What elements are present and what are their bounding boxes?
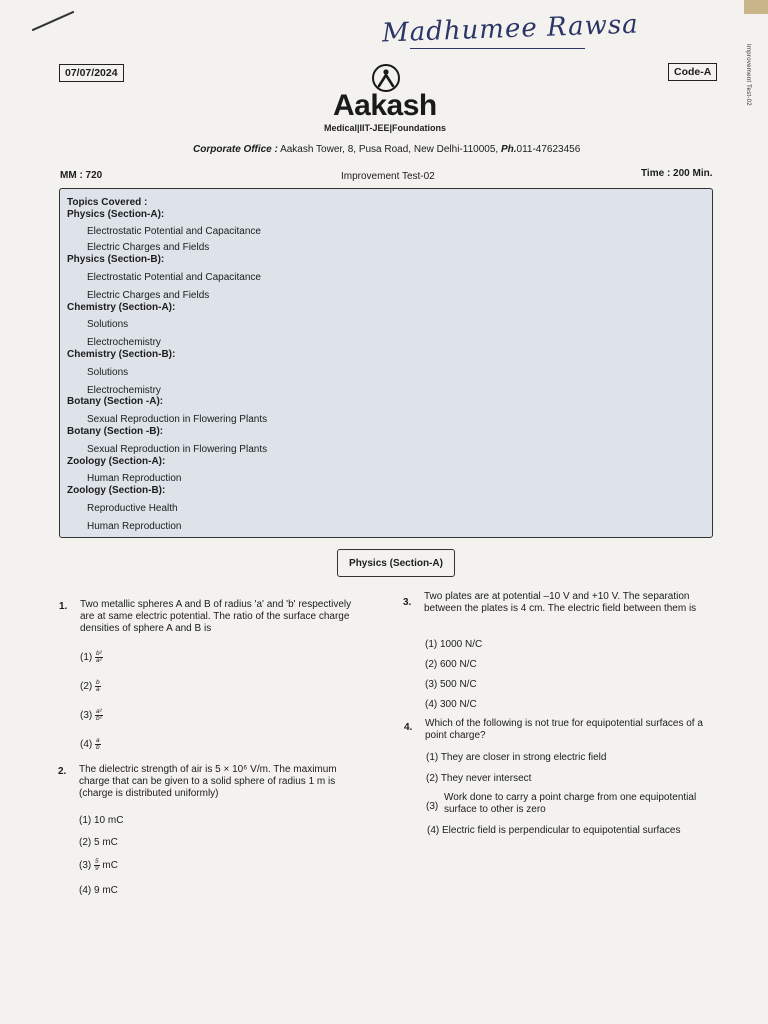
topic-item: Electrochemistry <box>87 337 161 349</box>
topic-section: Zoology (Section-B): <box>67 485 166 497</box>
question-number: 2. <box>58 766 67 777</box>
denominator: b <box>96 744 100 751</box>
pen-mark <box>32 11 75 32</box>
option-label: (3) <box>80 710 93 722</box>
option-label: (2) <box>80 681 93 693</box>
time-limit: Time : 200 Min. <box>641 168 713 179</box>
option-label: (4) <box>80 739 93 751</box>
topic-item: Sexual Reproduction in Flowering Plants <box>87 414 268 426</box>
topic-item: Electrostatic Potential and Capacitance <box>87 225 261 237</box>
option-label: (1) <box>80 652 93 664</box>
topic-group-botany-a <box>67 396 705 426</box>
option: (4) 300 N/C <box>425 699 477 710</box>
option <box>80 738 101 751</box>
option-text: Work done to carry a point charge from one equipotential surface to other is zero <box>444 792 697 815</box>
corporate-office-line <box>193 144 580 155</box>
question-number: 4. <box>404 722 413 733</box>
topics-box <box>59 188 713 538</box>
topic-section: Zoology (Section-A): <box>67 455 166 467</box>
question-text: Which of the following is not true for equipotential surfaces of a point charge? <box>425 718 703 741</box>
topic-item: Solutions <box>87 366 129 378</box>
fraction <box>95 651 103 664</box>
option: (3) 500 N/C <box>425 679 477 690</box>
topic-group-physics-a <box>67 209 705 254</box>
topic-item: Human Reproduction <box>87 520 182 532</box>
topic-section: Chemistry (Section-B): <box>67 348 176 360</box>
question-number: 3. <box>403 597 412 608</box>
test-name: Improvement Test-02 <box>341 171 435 182</box>
topic-section: Chemistry (Section-A): <box>67 301 176 313</box>
fraction <box>95 680 101 693</box>
numerator: b² <box>96 650 102 657</box>
option: (4) Electric field is perpendicular to equipotential surfaces <box>427 825 681 836</box>
option: (2) 5 mC <box>79 837 118 848</box>
topic-section: Botany (Section -B): <box>67 425 164 437</box>
option: (1) 1000 N/C <box>425 639 483 650</box>
topic-item: Reproductive Health <box>87 502 178 514</box>
option <box>426 792 712 816</box>
denominator: a² <box>96 657 102 664</box>
section-title: Physics (Section-A) <box>337 549 455 577</box>
topic-group-zoology-b <box>67 485 705 532</box>
topic-item: Human Reproduction <box>87 473 182 485</box>
numerator: 5 <box>95 858 99 865</box>
option: (2) 600 N/C <box>425 659 477 670</box>
signature-underline <box>410 48 585 49</box>
topic-item: Electrochemistry <box>87 384 161 396</box>
denominator: 9 <box>95 865 99 872</box>
option-label: (3) <box>79 860 92 872</box>
topic-section: Physics (Section-B): <box>67 254 165 266</box>
topics-heading: Topics Covered : <box>67 197 148 208</box>
numerator: a² <box>96 708 102 715</box>
topic-item: Electrostatic Potential and Capacitance <box>87 271 261 283</box>
brand-tagline: Medical|IIT-JEE|Foundations <box>324 123 447 133</box>
option-label: (3) <box>426 801 439 812</box>
handwritten-signature: Madhumee Rawsa <box>381 9 640 49</box>
denominator: b² <box>96 715 102 722</box>
topic-item: Sexual Reproduction in Flowering Plants <box>87 443 268 455</box>
fraction <box>95 738 101 751</box>
option <box>80 680 101 693</box>
phone-label: Ph. <box>500 144 517 155</box>
edge-scrap <box>744 0 768 14</box>
question-text: Two metallic spheres A and B of radius 'a' and 'b' respectively are at same electric potential. The ratio of the surface charge densities of sphere A and B is <box>80 599 352 634</box>
topic-group-chemistry-a <box>67 302 705 349</box>
option: (1) 10 mC <box>79 815 124 826</box>
topic-section: Botany (Section -A): <box>67 396 164 408</box>
question-text: The dielectric strength of air is 5 × 10⁶ V/m. The maximum charge that can be given to a solid sphere of radius 1 m is (charge is distributed uniformly) <box>79 764 337 799</box>
numerator: b <box>96 679 100 686</box>
office-address: Aakash Tower, 8, Pusa Road, New Delhi-110005, <box>280 144 499 155</box>
code-box: Code-A <box>668 63 717 81</box>
question-text: Two plates are at potential –10 V and +10 V. The separation between the plates is 4 cm. The electric field between them is <box>424 591 697 614</box>
topic-item: Solutions <box>87 319 129 331</box>
option <box>80 709 103 722</box>
topic-group-botany-b <box>67 426 705 456</box>
fraction <box>95 709 103 722</box>
office-label: Corporate Office : <box>193 144 278 155</box>
phone-number: 011-47623456 <box>516 144 581 155</box>
brand-name: Aakash <box>333 89 437 122</box>
edge-label: Improvement Test-02 <box>745 44 751 106</box>
option: (4) 9 mC <box>79 885 118 896</box>
denominator: a <box>96 686 100 693</box>
fraction <box>94 859 100 872</box>
max-marks: MM : 720 <box>60 170 103 181</box>
topic-group-physics-b <box>67 254 705 301</box>
question-number: 1. <box>59 601 68 612</box>
option: (1) They are closer in strong electric field <box>426 752 607 763</box>
topic-section: Physics (Section-A): <box>67 208 165 220</box>
numerator: a <box>96 737 100 744</box>
option-unit: mC <box>102 860 118 872</box>
topic-item: Electric Charges and Fields <box>87 289 210 301</box>
option <box>80 651 103 664</box>
topic-group-chemistry-b <box>67 349 705 396</box>
option <box>79 859 118 872</box>
option: (2) They never intersect <box>426 773 532 784</box>
date-box: 07/07/2024 <box>59 64 124 82</box>
topic-item: Electric Charges and Fields <box>87 242 210 254</box>
topic-group-zoology-a <box>67 456 705 486</box>
